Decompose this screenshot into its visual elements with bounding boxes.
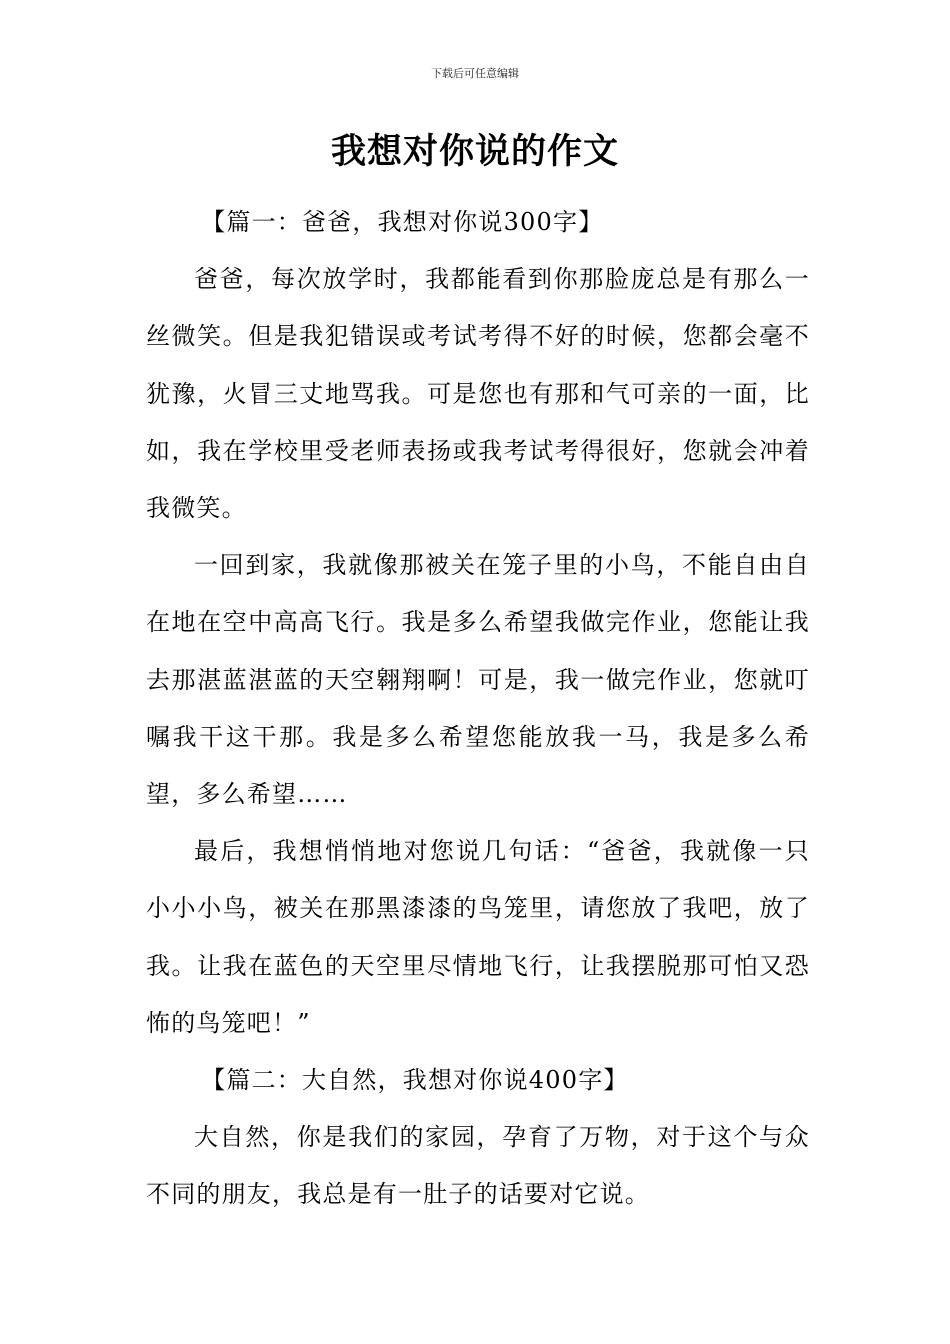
page-title: 我想对你说的作文 xyxy=(330,132,619,172)
section-heading-1: 【篇一：爸爸，我想对你说300字】 xyxy=(201,208,604,236)
document-body xyxy=(146,194,810,1224)
paragraph: 最后，我想悄悄地对您说几句话：“爸爸，我就像一只小小小鸟，被关在那黑漆漆的鸟笼里，请您放了我吧，放了我。让我在蓝色的天空里尽情地飞行，让我摆脱那可怕又恐怖的鸟笼吧！” xyxy=(146,837,810,1037)
section-heading-2: 【篇二：大自然，我想对你说400字】 xyxy=(201,1066,629,1095)
paragraph: 一回到家，我就像那被关在笼子里的小鸟，不能自由自在地在空中高高飞行。我是多么希望我做完作业，您能让我去那湛蓝湛蓝的天空翱翔啊！可是，我一做完作业，您就叮嘱我干这干那。我是多么希望您能放我一马，我是多么希望，多么希望…… xyxy=(146,551,810,809)
header-note: 下载后可任意编辑 xyxy=(431,67,519,80)
paragraph: 大自然，你是我们的家园，孕育了万物，对于这个与众不同的朋友，我总是有一肚子的话要对它说。 xyxy=(146,1123,810,1209)
paragraph: 爸爸，每次放学时，我都能看到你那脸庞总是有那么一丝微笑。但是我犯错误或考试考得不好的时候，您都会毫不犹豫，火冒三丈地骂我。可是您也有那和气可亲的一面，比如，我在学校里受老师表扬或我考试考得很好，您就会冲着我微笑。 xyxy=(146,265,810,523)
